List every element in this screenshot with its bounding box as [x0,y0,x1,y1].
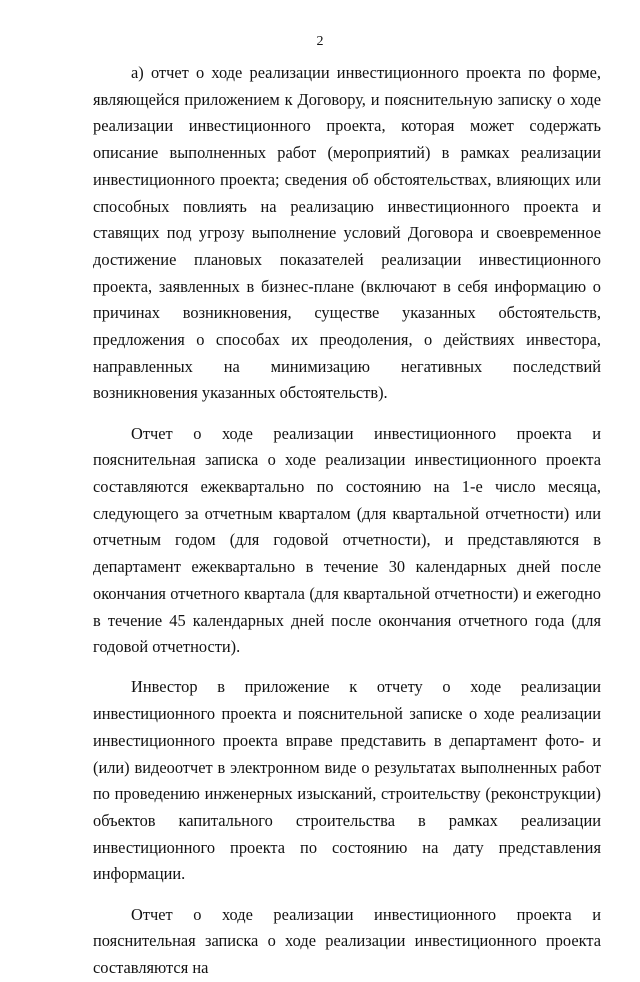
document-body [93,60,601,982]
page-number: 2 [316,34,324,49]
paragraph-report-contents: а) отчет о ходе реализации инвестиционного проекта по форме, являющейся приложением к Договору, и пояснительную записку о ходе реализации инвестиционного проекта, которая может содержать описание выполненных работ (мероприятий) в рамках реализации инвестиционного проекта; сведения об обстоятельствах, влияющих или способных повлиять на реализацию инвестиционного проекта и ставящих под угрозу выполнение условий Договора и своевременное достижение плановых показателей реализации инвестиционного проекта, заявленных в бизнес-плане (включают в себя информацию о причинах возникновения, существе указанных обстоятельств, предложения о способах их преодоления, о действиях инвестора, направленных на минимизацию негативных последствий возникновения указанных обстоятельств). [93,63,601,403]
paragraph-report-continuation: Отчет о ходе реализации инвестиционного проекта и пояснительная записка о ходе реализации инвестиционного проекта составляются на [93,904,601,977]
paragraph-photo-video-report: Инвестор в приложение к отчету о ходе реализации инвестиционного проекта и пояснительной записке о ходе реализации инвестиционного проекта вправе представить в департамент фото- и (или) видеоотчет в электронном виде о результатах выполненных работ по проведению инженерных изысканий, строительству (реконструкции) объектов капитального строительства в рамках реализации инвестиционного проекта по состоянию на дату представления информации. [93,677,601,884]
paragraph-report-schedule: Отчет о ходе реализации инвестиционного проекта и пояснительная записка о ходе реализации инвестиционного проекта составляются ежеквартально по состоянию на 1-е число месяца, следующего за отчетным кварталом (для квартальной отчетности) или отчетным годом (для годовой отчетности), и представляются в департамент ежеквартально в течение 30 календарных дней после окончания отчетного квартала (для квартальной отчетности) и ежегодно в течение 45 календарных дней после окончания отчетного года (для годовой отчетности). [93,423,601,657]
